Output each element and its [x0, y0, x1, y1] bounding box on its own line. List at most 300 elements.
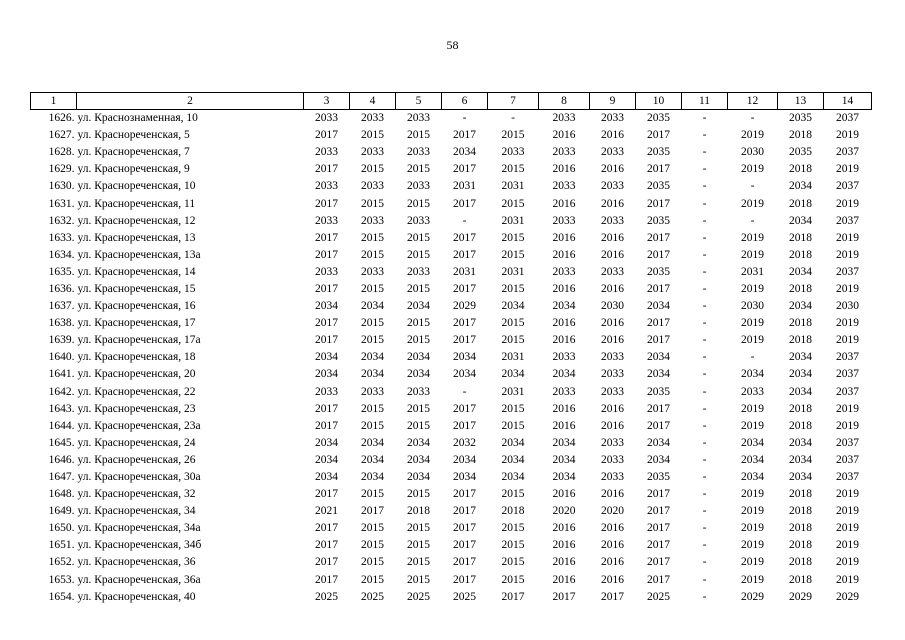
- year-cell: 2033: [315, 112, 338, 125]
- year-cell: 2033: [407, 146, 430, 159]
- column-header: 14: [824, 93, 872, 110]
- year-cell: 2017: [315, 129, 338, 142]
- year-cell: -: [702, 419, 707, 432]
- year-cell: 2016: [601, 488, 624, 501]
- year-cell: 2033: [315, 146, 338, 159]
- year-cell: 2015: [407, 488, 430, 501]
- year-cell: 2034: [552, 436, 576, 449]
- year-cell: -: [702, 146, 707, 159]
- year-cell: -: [702, 573, 707, 586]
- table-row: [31, 520, 872, 537]
- year-cell: 2019: [836, 556, 859, 569]
- year-cell: 2034: [741, 368, 764, 381]
- year-cell: 2031: [501, 351, 525, 364]
- year-cell: 2031: [741, 265, 764, 278]
- year-cell: 2019: [741, 231, 764, 244]
- year-cell: 2019: [836, 419, 859, 432]
- column-header: 13: [778, 93, 824, 110]
- year-cell: 2017: [315, 163, 338, 176]
- column-header: 2: [77, 93, 304, 110]
- year-cell: 2016: [552, 539, 576, 552]
- year-cell: 2019: [836, 539, 859, 552]
- year-cell: 2019: [836, 522, 859, 535]
- row-number-cell: 1649.: [48, 505, 75, 518]
- year-cell: 2034: [552, 300, 576, 313]
- year-cell: 2016: [552, 231, 576, 244]
- year-cell: 2018: [789, 334, 812, 347]
- year-cell: 2015: [361, 231, 384, 244]
- table-row: [31, 349, 872, 366]
- year-cell: 2016: [601, 522, 624, 535]
- year-cell: 2015: [407, 539, 430, 552]
- year-cell: 2025: [407, 590, 430, 603]
- year-cell: 2033: [552, 385, 576, 398]
- address-cell: ул. Краснореченская, 36а: [77, 573, 201, 586]
- year-cell: 2035: [789, 146, 812, 159]
- year-cell: 2017: [453, 163, 476, 176]
- year-cell: 2031: [501, 180, 525, 193]
- year-cell: 2016: [552, 163, 576, 176]
- address-cell: ул. Краснореченская, 40: [77, 590, 196, 603]
- year-cell: -: [702, 351, 707, 364]
- year-cell: 2018: [789, 556, 812, 569]
- year-cell: 2035: [647, 112, 670, 125]
- year-cell: 2033: [361, 265, 384, 278]
- year-cell: 2033: [361, 146, 384, 159]
- year-cell: 2016: [601, 419, 624, 432]
- year-cell: 2033: [315, 214, 338, 227]
- year-cell: 2034: [407, 300, 430, 313]
- table-row: [31, 503, 872, 520]
- year-cell: -: [462, 214, 467, 227]
- year-cell: 2034: [315, 471, 338, 484]
- year-cell: 2035: [647, 214, 670, 227]
- year-cell: 2035: [647, 180, 670, 193]
- year-cell: 2034: [647, 300, 670, 313]
- year-cell: -: [702, 453, 707, 466]
- year-cell: 2033: [315, 180, 338, 193]
- year-cell: 2034: [789, 471, 812, 484]
- year-cell: 2019: [741, 317, 764, 330]
- year-cell: 2029: [453, 300, 476, 313]
- row-number-cell: 1630.: [48, 180, 75, 193]
- year-cell: 2034: [789, 385, 812, 398]
- year-cell: 2020: [552, 505, 576, 518]
- year-cell: 2033: [552, 180, 576, 193]
- table-row: [31, 230, 872, 247]
- year-cell: 2030: [741, 146, 764, 159]
- year-cell: 2018: [789, 573, 812, 586]
- year-cell: 2017: [647, 419, 670, 432]
- year-cell: -: [702, 317, 707, 330]
- address-cell: ул. Краснореченская, 20: [77, 368, 196, 381]
- year-cell: 2015: [407, 163, 430, 176]
- year-cell: 2017: [315, 282, 338, 295]
- year-cell: 2017: [647, 539, 670, 552]
- year-cell: 2034: [315, 351, 338, 364]
- year-cell: 2037: [836, 265, 859, 278]
- year-cell: 2025: [453, 590, 476, 603]
- year-cell: 2015: [501, 402, 525, 415]
- year-cell: 2019: [836, 129, 859, 142]
- year-cell: 2037: [836, 214, 859, 227]
- year-cell: 2017: [315, 334, 338, 347]
- year-cell: 2017: [453, 402, 476, 415]
- year-cell: 2029: [741, 590, 764, 603]
- year-cell: -: [702, 368, 707, 381]
- year-cell: 2015: [361, 488, 384, 501]
- year-cell: 2037: [836, 351, 859, 364]
- year-cell: 2015: [361, 282, 384, 295]
- column-number-header-row: [31, 93, 872, 110]
- row-number-cell: 1641.: [48, 368, 75, 381]
- address-cell: ул. Краснореченская, 15: [77, 282, 196, 295]
- year-cell: -: [702, 385, 707, 398]
- year-cell: -: [750, 214, 755, 227]
- year-cell: 2037: [836, 112, 859, 125]
- year-cell: 2031: [501, 385, 525, 398]
- year-cell: 2015: [407, 231, 430, 244]
- year-cell: 2017: [453, 197, 476, 210]
- year-cell: 2033: [361, 385, 384, 398]
- address-cell: ул. Краснореченская, 10: [77, 180, 196, 193]
- year-cell: 2017: [647, 129, 670, 142]
- year-cell: 2015: [501, 334, 525, 347]
- year-cell: 2015: [407, 419, 430, 432]
- year-cell: 2033: [601, 180, 624, 193]
- column-header: 7: [488, 93, 539, 110]
- row-number-cell: 1654.: [48, 590, 75, 603]
- year-cell: 2019: [836, 402, 859, 415]
- year-cell: 2017: [453, 505, 476, 518]
- year-cell: 2018: [789, 522, 812, 535]
- year-cell: 2017: [453, 419, 476, 432]
- year-cell: 2030: [741, 300, 764, 313]
- year-cell: 2018: [789, 129, 812, 142]
- year-cell: 2019: [836, 248, 859, 261]
- year-cell: -: [702, 163, 707, 176]
- row-number-cell: 1653.: [48, 573, 75, 586]
- year-cell: 2016: [552, 129, 576, 142]
- year-cell: -: [702, 539, 707, 552]
- row-number-cell: 1629.: [48, 163, 75, 176]
- year-cell: 2016: [601, 163, 624, 176]
- address-cell: ул. Краснознаменная, 10: [77, 112, 198, 125]
- table-row: [31, 264, 872, 281]
- year-cell: -: [702, 436, 707, 449]
- address-cell: ул. Краснореченская, 30а: [77, 471, 201, 484]
- year-cell: 2034: [361, 453, 384, 466]
- column-header: 11: [682, 93, 728, 110]
- year-cell: 2017: [647, 163, 670, 176]
- table-row: [31, 144, 872, 161]
- row-number-cell: 1642.: [48, 385, 75, 398]
- year-cell: 2015: [361, 129, 384, 142]
- address-cell: ул. Краснореченская, 11: [77, 197, 196, 210]
- year-cell: 2017: [453, 231, 476, 244]
- year-cell: 2034: [315, 368, 338, 381]
- year-cell: 2033: [552, 146, 576, 159]
- year-cell: 2016: [601, 231, 624, 244]
- row-number-cell: 1631.: [48, 197, 75, 210]
- year-cell: 2017: [315, 317, 338, 330]
- column-header: 5: [396, 93, 442, 110]
- year-cell: -: [702, 265, 707, 278]
- year-cell: 2015: [501, 197, 525, 210]
- address-cell: ул. Краснореченская, 34б: [77, 539, 202, 552]
- year-cell: -: [702, 334, 707, 347]
- year-cell: 2015: [501, 248, 525, 261]
- year-cell: 2015: [361, 419, 384, 432]
- year-cell: 2016: [601, 317, 624, 330]
- year-cell: 2018: [789, 419, 812, 432]
- year-cell: 2034: [647, 436, 670, 449]
- year-cell: 2019: [741, 334, 764, 347]
- year-cell: 2015: [361, 402, 384, 415]
- year-cell: 2017: [453, 556, 476, 569]
- year-cell: 2019: [741, 163, 764, 176]
- year-cell: -: [702, 556, 707, 569]
- year-cell: -: [511, 112, 515, 125]
- address-cell: ул. Краснореченская, 23: [77, 402, 196, 415]
- year-cell: -: [702, 282, 707, 295]
- year-cell: 2015: [361, 573, 384, 586]
- year-cell: -: [702, 488, 707, 501]
- year-cell: 2034: [407, 471, 430, 484]
- year-cell: 2017: [453, 317, 476, 330]
- year-cell: -: [702, 590, 707, 603]
- year-cell: 2015: [361, 334, 384, 347]
- year-cell: -: [702, 214, 707, 227]
- year-cell: 2017: [315, 419, 338, 432]
- year-cell: 2037: [836, 146, 859, 159]
- table-row: [31, 435, 872, 452]
- year-cell: 2033: [361, 180, 384, 193]
- year-cell: 2031: [501, 265, 525, 278]
- year-cell: 2015: [361, 522, 384, 535]
- row-number-cell: 1635.: [48, 265, 75, 278]
- year-cell: 2033: [407, 180, 430, 193]
- year-cell: 2017: [453, 488, 476, 501]
- year-cell: 2017: [647, 573, 670, 586]
- year-cell: -: [702, 300, 707, 313]
- address-cell: ул. Краснореченская, 23а: [77, 419, 201, 432]
- table-row: [31, 537, 872, 554]
- year-cell: 2015: [501, 419, 525, 432]
- year-cell: 2019: [741, 402, 764, 415]
- row-number-cell: 1648.: [48, 488, 75, 501]
- year-cell: 2016: [601, 248, 624, 261]
- year-cell: 2016: [601, 556, 624, 569]
- year-cell: 2015: [407, 282, 430, 295]
- year-cell: 2019: [741, 539, 764, 552]
- year-cell: -: [702, 471, 707, 484]
- year-cell: 2034: [501, 453, 525, 466]
- column-header: 4: [350, 93, 396, 110]
- year-cell: 2018: [789, 282, 812, 295]
- year-cell: 2033: [601, 368, 624, 381]
- year-cell: 2018: [789, 231, 812, 244]
- year-cell: 2016: [552, 282, 576, 295]
- table-row: [31, 418, 872, 435]
- year-cell: -: [702, 180, 707, 193]
- address-cell: ул. Краснореченская, 34а: [77, 522, 201, 535]
- row-number-cell: 1628.: [48, 146, 75, 159]
- year-cell: 2017: [647, 282, 670, 295]
- table-row: [31, 247, 872, 264]
- year-cell: -: [702, 248, 707, 261]
- year-cell: 2015: [501, 129, 525, 142]
- address-cell: ул. Краснореченская, 14: [77, 265, 196, 278]
- table-row: [31, 161, 872, 178]
- column-header: 9: [590, 93, 636, 110]
- year-cell: 2015: [361, 539, 384, 552]
- page-number: 58: [446, 38, 459, 52]
- year-cell: 2034: [407, 453, 430, 466]
- year-cell: 2017: [453, 573, 476, 586]
- year-cell: 2017: [552, 590, 576, 603]
- year-cell: 2016: [601, 573, 624, 586]
- year-cell: 2034: [453, 351, 476, 364]
- year-cell: 2033: [407, 112, 430, 125]
- year-cell: 2025: [361, 590, 384, 603]
- year-cell: 2015: [501, 163, 525, 176]
- address-cell: ул. Краснореченская, 12: [77, 214, 196, 227]
- year-cell: 2034: [741, 453, 764, 466]
- row-number-cell: 1645.: [48, 436, 75, 449]
- year-cell: -: [702, 402, 707, 415]
- address-cell: ул. Краснореченская, 13: [77, 231, 196, 244]
- year-cell: 2017: [601, 590, 624, 603]
- year-cell: 2021: [315, 505, 338, 518]
- year-cell: 2019: [741, 505, 764, 518]
- year-cell: 2033: [552, 351, 576, 364]
- address-cell: ул. Краснореченская, 32: [77, 488, 196, 501]
- year-cell: 2017: [647, 197, 670, 210]
- year-cell: 2037: [836, 385, 859, 398]
- year-cell: 2016: [552, 573, 576, 586]
- table-row: [31, 315, 872, 332]
- year-cell: 2031: [501, 214, 525, 227]
- year-cell: 2017: [501, 590, 525, 603]
- year-cell: 2032: [453, 436, 476, 449]
- year-cell: 2018: [789, 402, 812, 415]
- table-row: [31, 384, 872, 401]
- year-cell: 2034: [453, 453, 476, 466]
- year-cell: 2037: [836, 436, 859, 449]
- year-cell: 2031: [453, 265, 476, 278]
- year-cell: 2033: [601, 214, 624, 227]
- year-cell: 2019: [741, 197, 764, 210]
- column-header: 12: [728, 93, 778, 110]
- year-cell: -: [750, 351, 755, 364]
- year-cell: 2037: [836, 453, 859, 466]
- year-cell: 2034: [361, 351, 384, 364]
- year-cell: 2034: [315, 300, 338, 313]
- year-cell: 2017: [647, 317, 670, 330]
- year-cell: 2034: [407, 368, 430, 381]
- row-number-cell: 1646.: [48, 453, 75, 466]
- year-cell: 2016: [601, 129, 624, 142]
- row-number-cell: 1633.: [48, 231, 75, 244]
- year-cell: 2033: [552, 214, 576, 227]
- year-cell: 2017: [315, 573, 338, 586]
- year-cell: 2034: [407, 436, 430, 449]
- year-cell: 2033: [361, 214, 384, 227]
- row-number-cell: 1647.: [48, 471, 75, 484]
- row-number-cell: 1652.: [48, 556, 75, 569]
- year-cell: 2034: [453, 471, 476, 484]
- year-cell: 2034: [453, 146, 476, 159]
- year-cell: 2034: [361, 436, 384, 449]
- row-number-cell: 1637.: [48, 300, 75, 313]
- year-cell: 2019: [741, 573, 764, 586]
- year-cell: -: [462, 112, 467, 125]
- row-number-cell: 1640.: [48, 351, 75, 364]
- year-cell: 2019: [836, 282, 859, 295]
- year-cell: 2019: [836, 317, 859, 330]
- year-cell: 2035: [789, 112, 812, 125]
- address-cell: ул. Краснореченская, 34: [77, 505, 196, 518]
- year-cell: 2015: [407, 402, 430, 415]
- year-cell: 2025: [647, 590, 670, 603]
- year-cell: 2034: [453, 368, 476, 381]
- year-cell: 2034: [647, 453, 670, 466]
- address-cell: ул. Краснореченская, 26: [77, 453, 196, 466]
- table-row: [31, 127, 872, 144]
- table-row: [31, 178, 872, 195]
- column-header: 10: [636, 93, 682, 110]
- table-row: [31, 110, 872, 128]
- table-row: [31, 332, 872, 349]
- year-cell: 2037: [836, 471, 859, 484]
- year-cell: 2034: [789, 300, 812, 313]
- row-number-cell: 1650.: [48, 522, 75, 535]
- row-number-cell: 1639.: [48, 334, 75, 347]
- year-cell: 2017: [453, 282, 476, 295]
- year-cell: 2019: [836, 231, 859, 244]
- year-cell: 2015: [501, 317, 525, 330]
- year-cell: 2019: [836, 197, 859, 210]
- year-cell: 2015: [407, 317, 430, 330]
- year-cell: 2015: [501, 282, 525, 295]
- address-cell: ул. Краснореченская, 16: [77, 300, 196, 313]
- row-number-cell: 1638.: [48, 317, 75, 330]
- year-cell: 2033: [601, 351, 624, 364]
- address-cell: ул. Краснореченская, 36: [77, 556, 196, 569]
- year-cell: 2015: [501, 573, 525, 586]
- year-cell: 2033: [407, 265, 430, 278]
- year-cell: 2017: [315, 522, 338, 535]
- year-cell: 2017: [361, 505, 384, 518]
- table-body: [31, 110, 872, 606]
- year-cell: 2017: [315, 248, 338, 261]
- table-row: [31, 452, 872, 469]
- year-cell: 2015: [407, 129, 430, 142]
- year-cell: 2034: [789, 214, 812, 227]
- address-cell: ул. Краснореченская, 9: [77, 163, 190, 176]
- year-cell: -: [702, 197, 707, 210]
- year-cell: 2015: [501, 488, 525, 501]
- year-cell: 2017: [647, 488, 670, 501]
- address-cell: ул. Краснореченская, 7: [77, 146, 190, 159]
- year-cell: 2015: [361, 197, 384, 210]
- year-cell: 2015: [361, 163, 384, 176]
- year-cell: 2018: [789, 505, 812, 518]
- year-cell: 2034: [361, 300, 384, 313]
- table-row: [31, 469, 872, 486]
- year-cell: 2017: [453, 522, 476, 535]
